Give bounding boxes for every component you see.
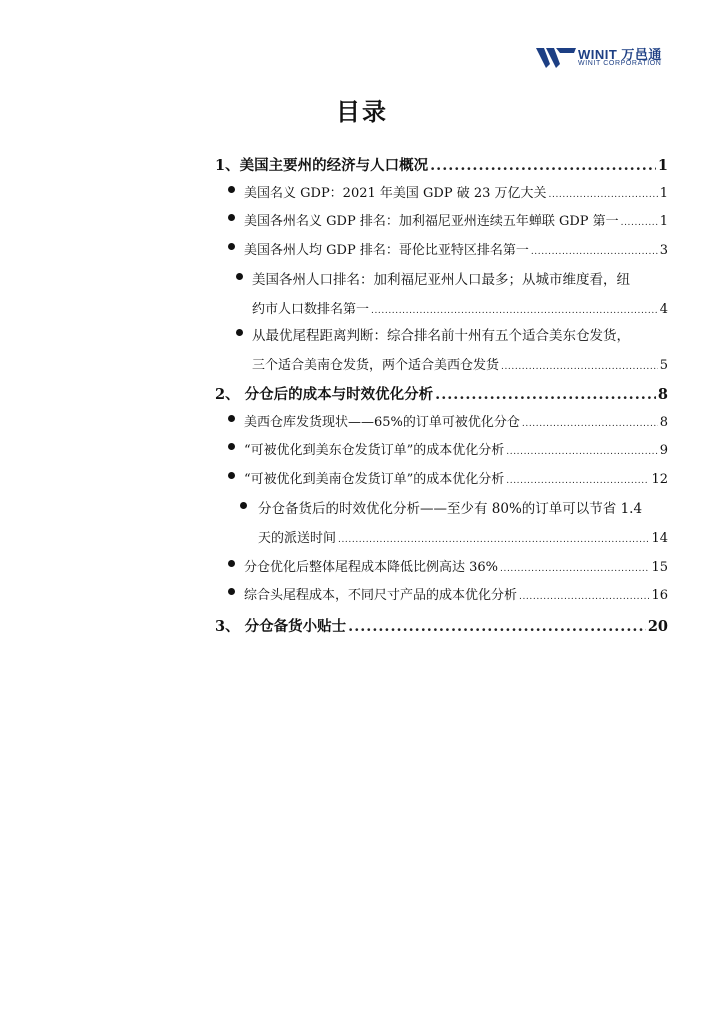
- toc-entry-1-4-line1[interactable]: 美国各州人口排名：加利福尼亚州人口最多；从城市维度看，纽: [252, 272, 630, 288]
- toc-entry-label: 美国名义 GDP：2021 年美国 GDP 破 23 万亿大关: [244, 186, 547, 201]
- toc-entry-1-3[interactable]: [244, 239, 668, 258]
- toc-entry-2-4[interactable]: [258, 527, 668, 546]
- toc-page-number: 1: [659, 186, 668, 201]
- toc-entry-2-6[interactable]: [244, 584, 668, 603]
- toc-leader-dots: [348, 618, 646, 635]
- toc-entry-label: 分仓优化后整体尾程成本降低比例高达 36%: [244, 560, 499, 575]
- toc-page-number: 14: [651, 531, 668, 546]
- toc-page-number: 8: [657, 386, 668, 403]
- toc-page-number: 20: [647, 618, 668, 635]
- toc-entry-1-1[interactable]: [244, 182, 668, 201]
- toc-page-number: 1: [657, 157, 668, 174]
- toc-entry-1-2[interactable]: [244, 210, 668, 229]
- toc-entry-label: 三个适合美南仓发货，两个适合美西仓发货: [252, 358, 500, 373]
- toc-leader-dots: [621, 218, 658, 228]
- toc-entry-1-4[interactable]: [252, 298, 668, 317]
- toc-leader-dots: [531, 247, 658, 257]
- toc-leader-dots: [430, 157, 656, 174]
- toc-entry-label: 综合头尾程成本，不同尺寸产品的成本优化分析: [244, 588, 518, 603]
- toc-entry-label: 美国各州人均 GDP 排名：哥伦比亚特区排名第一: [244, 243, 529, 258]
- toc-entry-2-1[interactable]: [244, 411, 668, 430]
- logo-brand-text: WINIT 万邑通: [578, 47, 662, 62]
- logo-sub-text: WINIT CORPORATION: [578, 60, 662, 67]
- bullet-icon: [228, 472, 235, 479]
- toc-leader-dots: [338, 535, 649, 545]
- toc-leader-dots: [435, 386, 656, 403]
- toc-leader-dots: [500, 564, 649, 574]
- winit-logo: [536, 44, 686, 74]
- toc-entry-label: 约市人口数排名第一: [252, 302, 370, 317]
- toc-entry-2-2[interactable]: [244, 439, 668, 458]
- toc-leader-dots: [522, 419, 658, 429]
- winit-logo-mark-icon: [536, 44, 576, 70]
- toc-page-number: 5: [659, 358, 668, 373]
- toc-entry-label: 美西仓库发货现状——65%的订单可被优化分仓: [244, 415, 520, 430]
- toc-entry-2-5[interactable]: [244, 556, 668, 575]
- bullet-icon: [228, 243, 235, 250]
- toc-page-number: 3: [659, 243, 668, 258]
- toc-page-number: 8: [659, 415, 668, 430]
- toc-entry-label: 1、美国主要州的经济与人口概况: [215, 157, 429, 174]
- toc-page-number: 15: [651, 560, 668, 575]
- bullet-icon: [228, 588, 235, 595]
- toc-leader-dots: [519, 592, 649, 602]
- toc-leader-dots: [506, 476, 649, 486]
- toc-page-number: 16: [651, 588, 668, 603]
- bullet-icon: [228, 560, 235, 567]
- toc-entry-1[interactable]: [215, 154, 668, 175]
- toc-entry-label: 美国各州名义 GDP 排名：加利福尼亚州连续五年蝉联 GDP 第一: [244, 214, 619, 229]
- toc-leader-dots: [371, 306, 658, 316]
- bullet-icon: [240, 502, 247, 509]
- toc-entry-label: “可被优化到美东仓发货订单”的成本优化分析: [244, 443, 505, 458]
- toc-entry-label: 天的派送时间: [258, 531, 337, 546]
- bullet-icon: [236, 329, 243, 336]
- toc-leader-dots: [501, 362, 658, 372]
- toc-entry-1-5-line1[interactable]: 从最优尾程距离判断：综合排名前十州有五个适合美东仓发货，: [252, 328, 630, 344]
- bullet-icon: [236, 273, 243, 280]
- toc-entry-3[interactable]: [215, 615, 668, 636]
- toc-entry-2-4-line1[interactable]: 分仓备货后的时效优化分析——至少有 80%的订单可以节省 1.4: [258, 501, 643, 517]
- bullet-icon: [228, 415, 235, 422]
- toc-entry-1-5[interactable]: [252, 354, 668, 373]
- toc-page-number: 9: [659, 443, 668, 458]
- toc-entry-2[interactable]: [215, 383, 668, 404]
- toc-entry-label: “可被优化到美南仓发货订单”的成本优化分析: [244, 472, 505, 487]
- toc-leader-dots: [506, 447, 657, 457]
- page-title: 目录: [336, 97, 388, 126]
- toc-entry-label: 3、 分仓备货小贴士: [215, 618, 347, 635]
- toc-entry-2-3[interactable]: [244, 468, 668, 487]
- toc-entry-label: 2、 分仓后的成本与时效优化分析: [215, 386, 434, 403]
- toc-page-number: 12: [651, 472, 668, 487]
- bullet-icon: [228, 214, 235, 221]
- toc-page-number: 1: [659, 214, 668, 229]
- bullet-icon: [228, 186, 235, 193]
- toc-page-number: 4: [659, 302, 668, 317]
- toc-leader-dots: [549, 190, 658, 200]
- bullet-icon: [228, 443, 235, 450]
